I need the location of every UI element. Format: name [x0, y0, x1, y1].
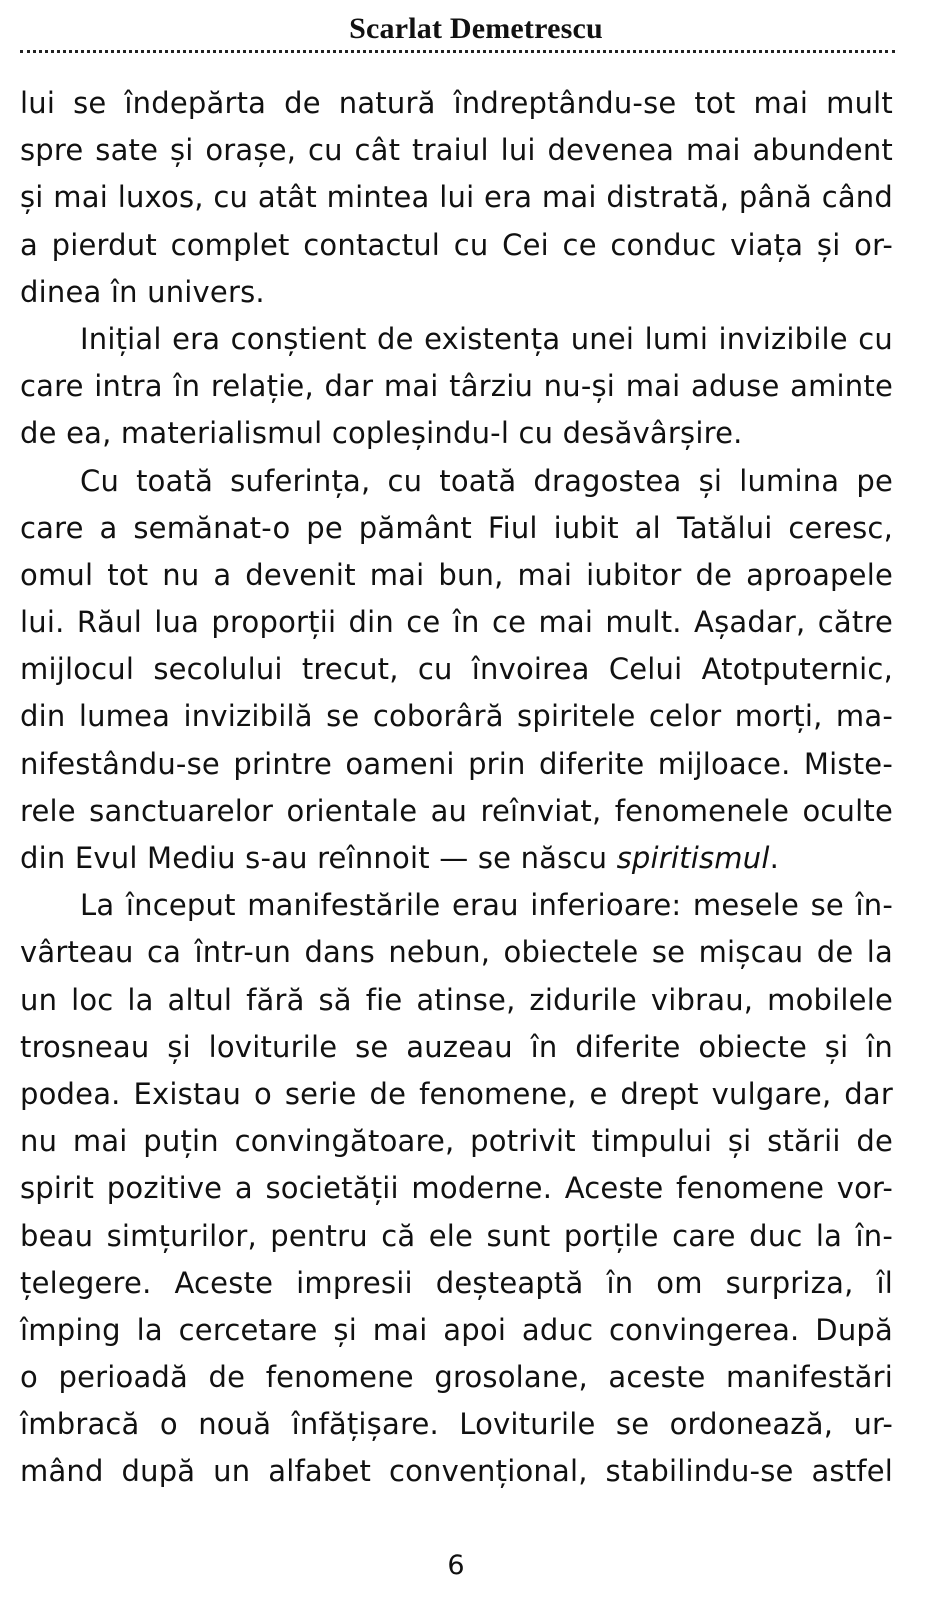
text-line: Cu toată suferința, cu toată dragostea și lumina pe [80, 463, 893, 498]
text-line: mând după un alfabet convențional, stabilindu-se astfel [20, 1454, 893, 1489]
paragraph-1 [20, 80, 893, 316]
text-line: La început manifestările erau inferioare: mesele se în- [80, 888, 893, 923]
paragraph-3 [20, 458, 893, 883]
paragraph-4 [20, 882, 893, 1495]
text-line: podea. Existau o serie de fenomene, e drept vulgare, dar [20, 1076, 893, 1111]
text-line: dinea în univers. [20, 274, 265, 309]
text-line: lui. Răul lua proporții din ce în ce mai mult. Așadar, către [20, 605, 893, 640]
text-line: de ea, materialismul copleșindu-l cu desăvârșire. [20, 416, 743, 451]
text-line: care a semănat-o pe pământ Fiul iubit al Tatălui ceresc, [20, 510, 893, 545]
text-line: trosneau și loviturile se auzeau în diferite obiecte și în [20, 1029, 893, 1064]
text-line: o perioadă de fenomene grosolane, aceste manifestări [20, 1360, 893, 1395]
text-line: nifestându-se printre oameni prin diferite mijloace. Miste- [20, 746, 893, 781]
text-run: . [769, 841, 780, 875]
text-line: vârteau ca într-un dans nebun, obiectele se mișcau de la [20, 935, 893, 970]
text-line: spre sate și orașe, cu cât traiul lui devenea mai abundent [20, 133, 893, 168]
page-number: 6 [447, 1550, 465, 1581]
text-line: lui se îndepărta de natură îndreptându-se tot mai mult [20, 86, 893, 120]
text-line: beau simțurilor, pentru că ele sunt porțile care duc la în- [20, 1218, 893, 1253]
text-line: a pierdut complet contactul cu Cei ce conduc viața și or- [20, 227, 893, 262]
text-line-final [20, 835, 893, 882]
text-line: și mai luxos, cu atât mintea lui era mai distrată, până când [20, 180, 893, 215]
text-line: care intra în relație, dar mai târziu nu-și mai aduse aminte [20, 369, 893, 404]
header-dotted-rule [20, 50, 895, 53]
text-line: rele sanctuarelor orientale au reînviat, fenomenele oculte [20, 793, 893, 828]
text-line: mijlocul secolului trecut, cu învoirea Celui Atotputernic, [20, 652, 893, 687]
text-line: un loc la altul fără să fie atinse, zidurile vibrau, mobilele [20, 982, 893, 1017]
body-text [20, 80, 893, 1496]
italic-term: spiritismul [616, 841, 770, 875]
text-run: din Evul Mediu s-au reînnoit — se născu [20, 841, 617, 875]
text-line: din lumea invizibilă se coborâră spiritele celor morți, ma- [20, 699, 893, 734]
text-line: Inițial era conștient de existența unei lumi invizibile cu [80, 321, 893, 356]
paragraph-2 [20, 316, 893, 458]
running-header: Scarlat Demetrescu [349, 12, 603, 45]
text-line: împing la cercetare și mai apoi aduc convingerea. După [20, 1312, 893, 1347]
text-line: nu mai puțin convingătoare, potrivit timpului și stării de [20, 1124, 893, 1159]
text-line: omul tot nu a devenit mai bun, mai iubitor de aproapele [20, 557, 893, 592]
text-line: spirit pozitive a societății moderne. Aceste fenomene vor- [20, 1171, 893, 1206]
text-line: țelegere. Aceste impresii deșteaptă în om surpriza, îl [20, 1265, 893, 1300]
text-line: îmbracă o nouă înfățișare. Loviturile se ordonează, ur- [20, 1407, 893, 1442]
